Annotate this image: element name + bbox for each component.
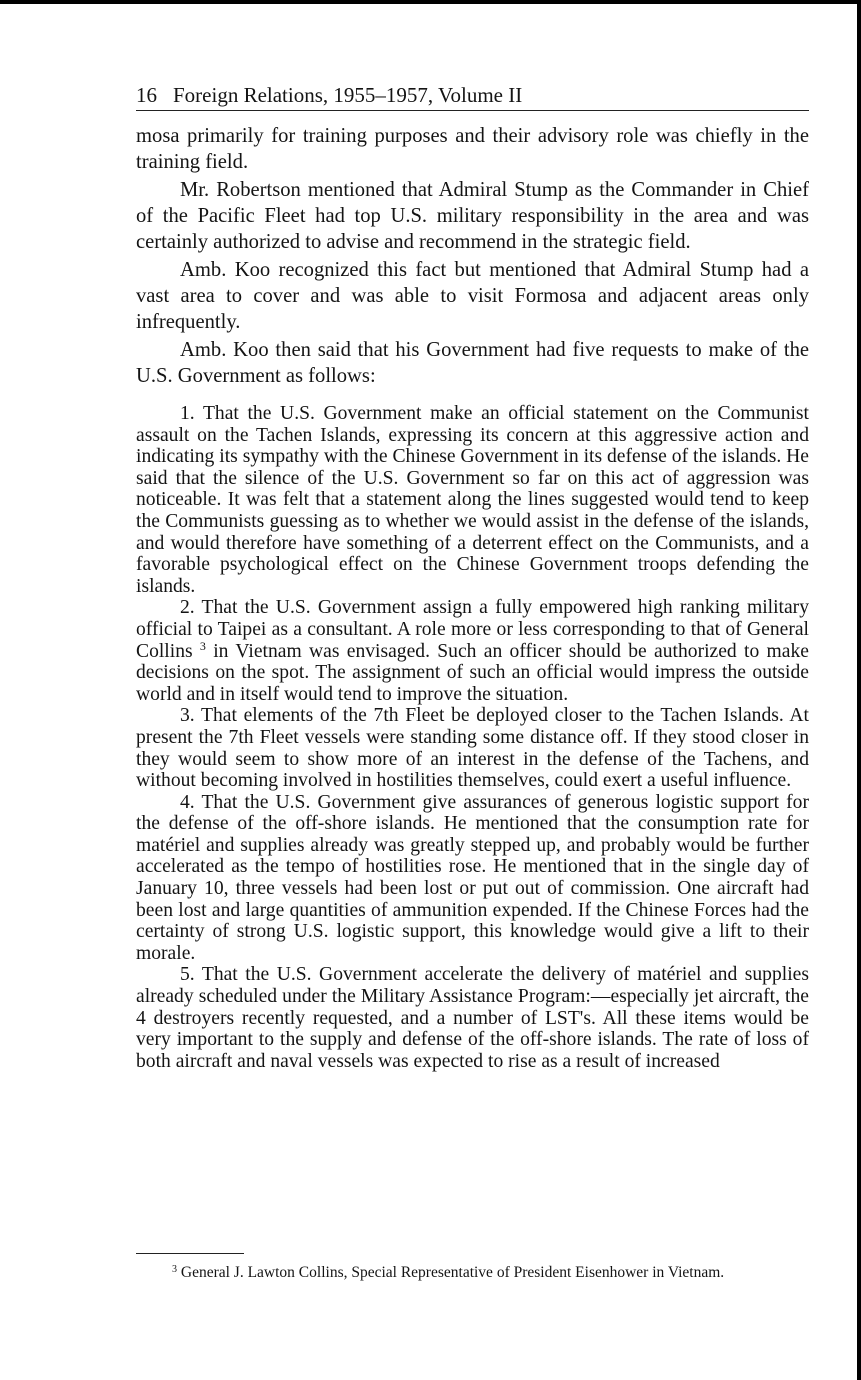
body-text [136, 123, 809, 389]
footnote-divider [136, 1253, 244, 1254]
request-item-3: 3. That elements of the 7th Fleet be deployed closer to the Tachen Islands. At present the 7th Fleet vessels were standing some distance off. If they stood closer in they would seem to show more of an interest in the defense of the Tachens, and without becoming involved in hostilities themselves, could exert a useful influence. [136, 705, 809, 792]
footnote-text: General J. Lawton Collins, Special Representative of President Eisenhower in Vietnam. [180, 1264, 725, 1281]
scan-border-right [857, 0, 861, 1380]
request-item-2-text-b: in Vietnam was envisaged. Such an officer should be authorized to make decisions on the spot. The assignment of such an official would impress the outside world and in itself would tend to improve the situation. [136, 640, 809, 705]
document-page [136, 82, 809, 1072]
page-number: 16 [136, 83, 157, 107]
running-header [136, 82, 809, 111]
request-item-1: 1. That the U.S. Government make an official statement on the Communist assault on the Tachen Islands, expressing its concern at this aggressive action and indicating its sympathy with the Chinese Government in its defense of the islands. He said that the silence of the U.S. Government so far on this act of aggression was noticeable. It was felt that a statement along the lines suggested would tend to keep the Communists guessing as to whether we would assist in the defense of the islands, and would therefore have something of a deterrent effect on the Communists, and a favorable psychological effect on the Chinese Government troops defending the islands. [136, 403, 809, 597]
request-item-4: 4. That the U.S. Government give assurances of generous logistic support for the defense of the off-shore islands. He mentioned that the consumption rate for matériel and supplies already was greatly stepped up, and probably would be further accelerated as the tempo of hostilities rose. He mentioned that in the single day of January 10, three vessels had been lost or put out of commission. One aircraft had been lost and large quantities of ammunition expended. If the Chinese Forces had the certainty of strong U.S. logistic support, this knowledge would give a lift to their morale. [136, 791, 809, 964]
requests-list [136, 403, 809, 1072]
paragraph-koo-recognized: Amb. Koo recognized this fact but mentioned that Admiral Stump had a vast area to cover and was able to visit Formosa and adjacent areas only infrequently. [136, 259, 809, 333]
request-item-5: 5. That the U.S. Government accelerate the delivery of matériel and supplies already scheduled under the Military Assistance Program:—especially jet aircraft, the 4 destroyers recently requested, and a number of LST's. All these items would be very important to the supply and defense of the off-shore islands. The rate of loss of both aircraft and naval vessels was expected to rise as a result of increased [136, 964, 809, 1072]
paragraph-koo-requests-intro: Amb. Koo then said that his Government had five requests to make of the U.S. Government as follows: [136, 339, 809, 387]
paragraph-robertson: Mr. Robertson mentioned that Admiral Stump as the Commander in Chief of the Pacific Fleet had top U.S. military responsibility in the area and was certainly authorized to advise and recommend in the strategic field. [136, 179, 809, 253]
footnote-marker: 3 [172, 1264, 177, 1275]
running-title: Foreign Relations, 1955–1957, Volume II [173, 83, 523, 107]
request-item-2-text-a: 2. That the U.S. Government assign a fully empowered high ranking military official to Taipei as a consultant. A role more or less corresponding to that of General Collins [136, 597, 809, 662]
request-item-2 [136, 597, 809, 705]
paragraph-continuation: mosa primarily for training purposes and their advisory role was chiefly in the training field. [136, 125, 809, 173]
footnote-reference[interactable]: 3 [199, 638, 206, 653]
footnote [136, 1262, 809, 1283]
scan-border-top [0, 0, 861, 4]
